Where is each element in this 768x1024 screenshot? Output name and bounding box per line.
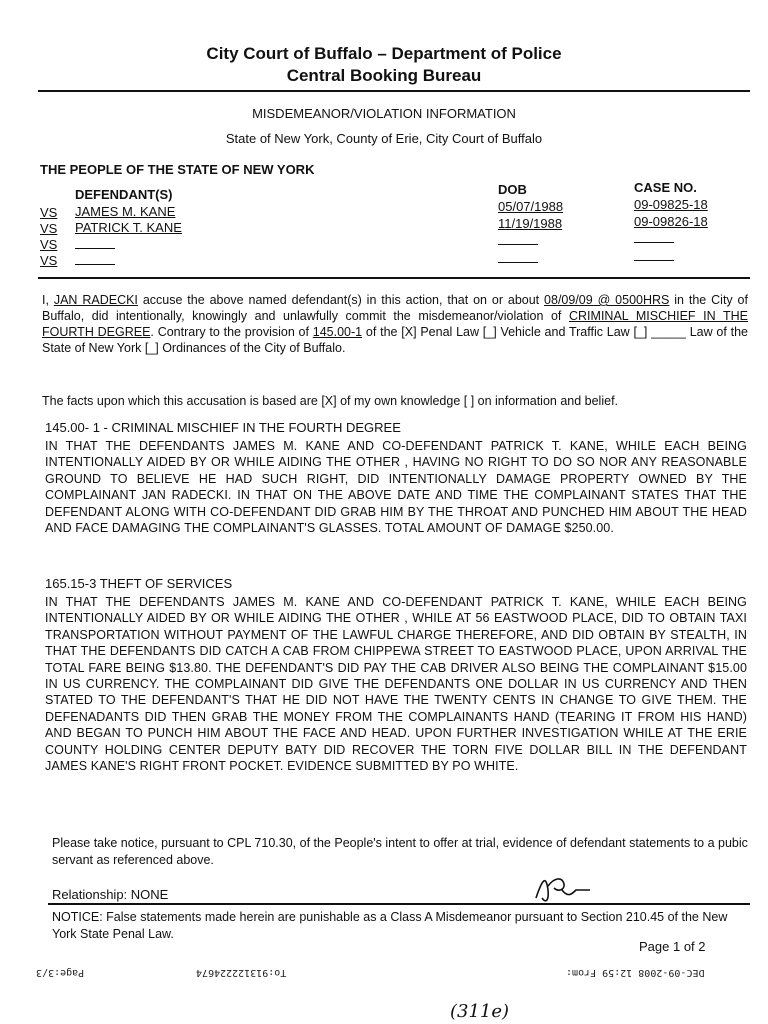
fax-page: Page:3/3 [36, 967, 85, 978]
section-title: MISDEMEANOR/VIOLATION INFORMATION [252, 106, 516, 121]
page-number: Page 1 of 2 [639, 939, 706, 954]
charge-1-heading: 145.00- 1 - CRIMINAL MISCHIEF IN THE FOURTH DEGREE [45, 420, 401, 435]
charge-1-text: IN THAT THE DEFENDANTS JAMES M. KANE AND CO-DEFENDANT PATRICK T. KANE, WHILE EACH BEING INTENTIONALLY AIDED BY OR WHILE AIDING THE OTHER , HAVING NO RIGHT TO DO SO NOR ANY REASONABLE GROUND TO BELIEVE HE HAD SUCH RIGHT, DID INTENTIONALLY DAMAGE PROPERTY OWNED BY THE COMPLAINANT JAN RADECKI. IN THAT ON THE ABOVE DATE AND TIME THE COMPLAINANT STATES THAT THE DEFENDANT ALONG WITH CO-DEFENDANT DID GRAB HIM BY THE THROAT AND PUNCHED HIM ABOUT THE HEAD AND FACE DAMAGING THE COMPLAINANT'S GLASSES. TOTAL AMOUNT OF DAMAGE $250.00. [45, 439, 747, 536]
defendant-dob: 05/07/1988 [498, 199, 564, 214]
case-column-header: CASE NO. [634, 180, 697, 195]
relationship: Relationship: NONE [52, 887, 169, 902]
signature [528, 868, 598, 908]
blank-dob-line [498, 232, 538, 250]
vs-label: VS [40, 237, 58, 252]
facts-basis: The facts upon which this accusation is based are [X] of my own knowledge [ ] on information and belief. [42, 394, 619, 408]
defendant-name: PATRICK T. KANE [75, 220, 182, 235]
table-rule [38, 277, 750, 279]
offense-name: CRIMINAL MISCHIEF IN THE FOURTH DEGREE [42, 309, 749, 339]
vs-label: VS [40, 253, 58, 268]
vs-label: VS [40, 221, 58, 236]
defendant-case-no: 09-09825-18 [634, 197, 708, 212]
fax-from: DEC-09-2008 12:59 From: [566, 967, 705, 978]
blank-dob-line [498, 250, 538, 268]
header-rule [38, 90, 750, 92]
defendant-case-no: 09-09826-18 [634, 214, 708, 229]
people-heading: THE PEOPLE OF THE STATE OF NEW YORK [40, 162, 315, 177]
offense-date-time: 08/09/09 @ 0500HRS [544, 293, 670, 307]
bureau-title: Central Booking Bureau [286, 66, 482, 85]
dob-column-header: DOB [498, 182, 527, 197]
cpl-notice: Please take notice, pursuant to CPL 710.30, of the People's intent to offer at trial, evidence of defendant statements to a pubic servant as referenced above. [52, 836, 748, 867]
blank-defendant-line [75, 252, 115, 270]
fax-to: To:913122224674 [196, 967, 287, 978]
penal-section: 145.00-1 [312, 325, 363, 339]
handwritten-note: (311e) [450, 1001, 510, 1022]
signature-rule [48, 903, 750, 905]
blank-case-line [634, 248, 674, 266]
accusation-paragraph: I, JAN RADECKI accuse the above named defendant(s) in this action, that on or about 08/09/09 @ 0500HRS in the City of Buffalo, did intentionally, knowingly and unlawfully commit the misdemeanor/violation of CRIMINAL MISCHIEF IN THE FOURTH DEGREE. Contrary to the provision of 145.00-1 of the [X] Penal Law [_] Vehicle and Traffic Law [_] _____ Law of the State of New York [_] Ordinances of the City of Buffalo. [42, 293, 749, 355]
defendant-name: JAMES M. KANE [75, 204, 176, 219]
complainant-name: JAN RADECKI [53, 293, 138, 307]
defendants-column-header: DEFENDANT(S) [75, 187, 173, 202]
blank-case-line [634, 230, 674, 248]
vs-label: VS [40, 205, 58, 220]
defendant-dob: 11/19/1988 [498, 216, 563, 231]
charge-2-heading: 165.15-3 THEFT OF SERVICES [45, 576, 233, 591]
jurisdiction: State of New York, County of Erie, City Court of Buffalo [225, 131, 543, 146]
court-title: City Court of Buffalo – Department of Police [206, 44, 562, 63]
charge-2-text: IN THAT THE DEFENDANTS JAMES M. KANE AND CO-DEFENDANT PATRICK T. KANE, WHILE EACH BEING INTENTIONALLY AIDED BY OR WHILE AIDING THE OTHER , WHILE AT 56 EASTWOOD PLACE, DID TO OBTAIN TAXI TRANSPORTATION WITHOUT PAYMENT OF THE LAWFUL CHARGE THEREFORE, AND DID OBTAIN BY STEALTH, IN THAT THE DEFENDANTS DID CATCH A CAB FROM CHIPPEWA STREET TO EASTWOOD PLACE, UPON ARRIVAL THE TOTAL FARE BEING $13.80. THE DEFENDANT'S DID PAY THE CAB DRIVER ALSO BEING THE COMPLAINANT $15.00 IN US CURRENCY. THE COMPLAINANT DID GIVE THE DEFENDANTS ONE DOLLAR IN US CURRENCY AND THEN STATED TO THE DEFENDANT'S THAT HE DID NOT HAVE THE TWENTY CENTS IN CHANGE TO GIVE THEM. THE DEFENADANTS DID THEN GRAB THE MONEY FROM THE COMPLAINANTS HAND (TEARING IT FROM HIS HAND) AND BEGAN TO PUNCH HIM ABOUT THE FACE AND HEAD. UPON FURTHER INVESTIGATION WHILE AT THE ERIE COUNTY HOLDING CENTER DEPUTY BATY DID RECOVER THE TORN FIVE DOLLAR BILL IN THE DEFENDANT JAMES KANE'S RIGHT FRONT POCKET. EVIDENCE SUBMITTED BY PO WHITE. [45, 595, 747, 774]
false-statement-notice: NOTICE: False statements made herein are punishable as a Class A Misdemeanor pursuant to Section 210.45 of the New York State Penal Law. [52, 910, 728, 941]
